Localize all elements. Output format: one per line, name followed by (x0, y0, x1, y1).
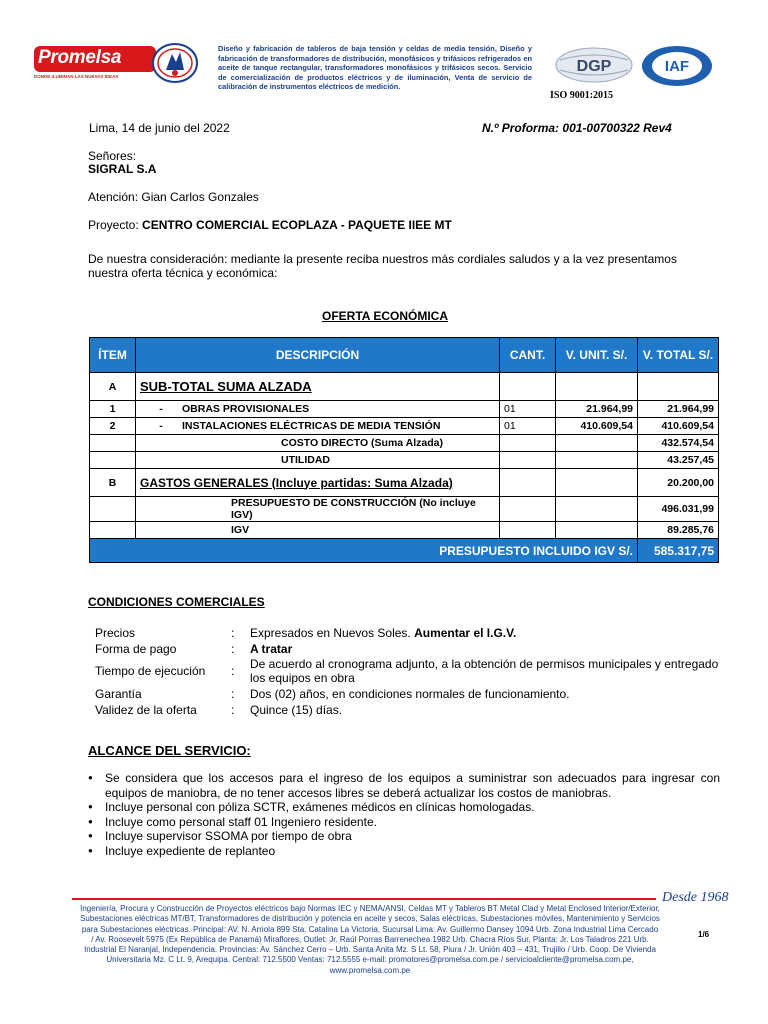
intro-paragraph: De nuestra consideración: mediante la presente reciba nuestros más cordiales saludos y a la vez presentamos nuestra oferta técnica y económica: (88, 252, 677, 280)
col-description: DESCRIPCIÓN (136, 338, 500, 373)
condition-colon: : (231, 687, 235, 701)
condition-colon: : (231, 626, 235, 640)
budget-label: PRESUPUESTO DE CONSTRUCCIÓN (No incluye IGV) (136, 497, 500, 522)
list-item: ● Incluye supervisor SSOMA por tiempo de obra (88, 829, 720, 844)
logo-text: Promelsa (38, 47, 122, 68)
igv-label: IGV (136, 522, 500, 539)
project-name: CENTRO COMERCIAL ECOPLAZA - PAQUETE IIEE MT (142, 218, 452, 232)
row-description: OBRAS PROVISIONALES (182, 403, 310, 415)
iso-label: ISO 9001:2015 (550, 90, 614, 101)
grand-total-label: PRESUPUESTO INCLUIDO IGV S/. (90, 539, 638, 563)
list-item: ● Se considera que los accesos para el ingreso de los equipos a suministrar son adecuados para ingresar con equipos de maniobra, de no tener accesos libres se deberá actualizar los costos de maniobras. (88, 771, 720, 800)
table-row (90, 401, 719, 418)
table-row (90, 469, 719, 497)
row-item: 1 (90, 401, 136, 418)
cert1-label: DGP (576, 58, 612, 75)
row-item: 2 (90, 418, 136, 435)
page-number: 1/6 (698, 930, 710, 939)
condition-value: Quince (15) días. (250, 703, 343, 717)
section-b-total: 20.200,00 (638, 469, 719, 497)
igv-value: 89.285,76 (638, 522, 719, 539)
salutation: Señores: (88, 149, 137, 163)
condition-value (250, 626, 516, 640)
condition-label: Forma de pago (95, 642, 177, 656)
section-a-description: SUB-TOTAL SUMA ALZADA (140, 379, 312, 394)
project-line (88, 218, 452, 232)
condition-value: Dos (02) años, en condiciones normales de funcionamiento. (250, 687, 570, 701)
row-quantity: 01 (500, 418, 556, 435)
table-row (90, 373, 719, 401)
condition-label: Validez de la oferta (95, 703, 197, 717)
table-header-row (90, 338, 719, 373)
utility-label: UTILIDAD (136, 452, 500, 469)
condition-colon: : (231, 703, 235, 717)
table-row (90, 452, 719, 469)
table-row (90, 418, 719, 435)
since-label: Desde 1968 (662, 890, 729, 905)
grand-total-value: 585.317,75 (638, 539, 719, 563)
letter-date: Lima, 14 de junio del 2022 (89, 121, 230, 135)
condition-value-bold: A tratar (250, 642, 293, 656)
row-dash: - (159, 403, 163, 415)
list-item: ● Incluye como personal staff 01 Ingeniero residente. (88, 815, 720, 830)
list-item: ● Incluye expediente de replanteo (88, 844, 720, 859)
grand-total-row (90, 539, 719, 563)
client-name: SIGRAL S.A (88, 162, 157, 176)
company-description: Diseño y fabricación de tableros de baja tensión y celdas de media tensión, Diseño y fabricación de transformadores de distribución, monofásicos y trifásicos refrigerados en aceite de tanque rectangular, transformadores monofásicos y trifásicos secos. Servicio de comercialización de productos eléctricos y de iluminación, Venta de servicio de calibración de instrumentos eléctricos de medición. (218, 44, 532, 91)
col-total-price: V. TOTAL S/. (638, 338, 719, 373)
row-item: A (90, 373, 136, 401)
direct-cost-label: COSTO DIRECTO (Suma Alzada) (136, 435, 500, 452)
condition-label: Tiempo de ejecución (95, 664, 206, 678)
list-item: ● Incluye personal con póliza SCTR, exámenes médicos en clínicas homologadas. (88, 800, 720, 815)
dgp-certification-icon (554, 46, 634, 84)
row-total-price: 410.609,54 (638, 418, 719, 435)
direct-cost-value: 432.574,54 (638, 435, 719, 452)
scope-list (88, 771, 720, 859)
row-item: B (90, 469, 136, 497)
footer-divider (72, 898, 656, 900)
quote-table (89, 337, 719, 563)
row-description: INSTALACIONES ELÉCTRICAS DE MEDIA TENSIÓN (182, 420, 441, 432)
condition-label: Precios (95, 626, 136, 640)
col-item: ÍTEM (90, 338, 136, 373)
table-row (90, 522, 719, 539)
conditions-title: CONDICIONES COMERCIALES (88, 595, 265, 609)
cert2-label: IAF (664, 58, 690, 75)
row-dash: - (159, 420, 163, 432)
row-unit-price: 410.609,54 (556, 418, 638, 435)
col-quantity: CANT. (500, 338, 556, 373)
row-total-price: 21.964,99 (638, 401, 719, 418)
condition-value-text: Expresados en Nuevos Soles. (250, 626, 415, 640)
table-row (90, 497, 719, 522)
company-logo (34, 46, 156, 72)
budget-value: 496.031,99 (638, 497, 719, 522)
col-unit-price: V. UNIT. S/. (556, 338, 638, 373)
row-quantity: 01 (500, 401, 556, 418)
condition-value-bold: Aumentar el I.G.V. (414, 626, 517, 640)
logo-tagline: DONDE ILUMINAN LAS NUEVAS IDEAS (34, 74, 119, 79)
project-label: Proyecto: (88, 218, 143, 232)
proforma-number: N.º Proforma: 001-00700322 Rev4 (482, 121, 672, 135)
attention-line: Atención: Gian Carlos Gonzales (88, 190, 259, 204)
condition-colon: : (231, 642, 235, 656)
condition-label: Garantía (95, 687, 142, 701)
section-b-description: GASTOS GENERALES (Incluye partidas: Suma Alzada) (140, 475, 453, 490)
iaf-certification-icon (640, 45, 714, 87)
condition-colon: : (231, 664, 235, 678)
condition-value (250, 642, 292, 656)
condition-value: De acuerdo al cronograma adjunto, a la obtención de permisos municipales y entregado los equipos en obra (250, 657, 719, 685)
row-unit-price: 21.964,99 (556, 401, 638, 418)
scope-title: ALCANCE DEL SERVICIO: (88, 743, 251, 758)
footer-text: Ingeniería, Procura y Construcción de Proyectos eléctricos bajo Normas IEC y NEMA/ANSI, Celdas MT y Tableros BT Metal Clad y Metal Enclosed Interior/Exterior, Subestaciones eléctricas MT/BT, Transformadores de distribución y potencia en aceite y secos, Salas eléctricas, Subestaciones móviles, Mantenimiento y Servicios para Subestaciones eléctricas. Principal: AV. N. Arriola 899 Sta. Catalina La Victoria, Sucursal Lima: Av. Guillermo Dansey 1094 Urb. Zona Industrial Lima Cercado / Av. Roosevelt 5975 (Ex República de Panamá) Miraflores, Outlet: Jr. Raúl Porras Barrenechea 1982 Urb. Chacra Ríos Sur, Planta: Jr. Los Taladros 221 Urb. Industrial El Naranjal, Independencia. Provincias: Av. Sánchez Cerro – Urb. Santa Anita Mz. S Lt. 58, Piura / Jr. Unión 403 – 431, Trujillo / Urb. Coop. De Vivienda Universitaria Mz. C Lt. 9, Arequipa. Central: 712.5500 Ventas: 712.5555 e-mail: promotores@promelsa.com.pe / servicioalcliente@promelsa.com.pe, www.promelsa.com.pe (80, 904, 660, 975)
utility-value: 43.257,45 (638, 452, 719, 469)
offer-title: OFERTA ECONÓMICA (322, 309, 448, 323)
company-seal-icon (150, 42, 200, 84)
table-row (90, 435, 719, 452)
